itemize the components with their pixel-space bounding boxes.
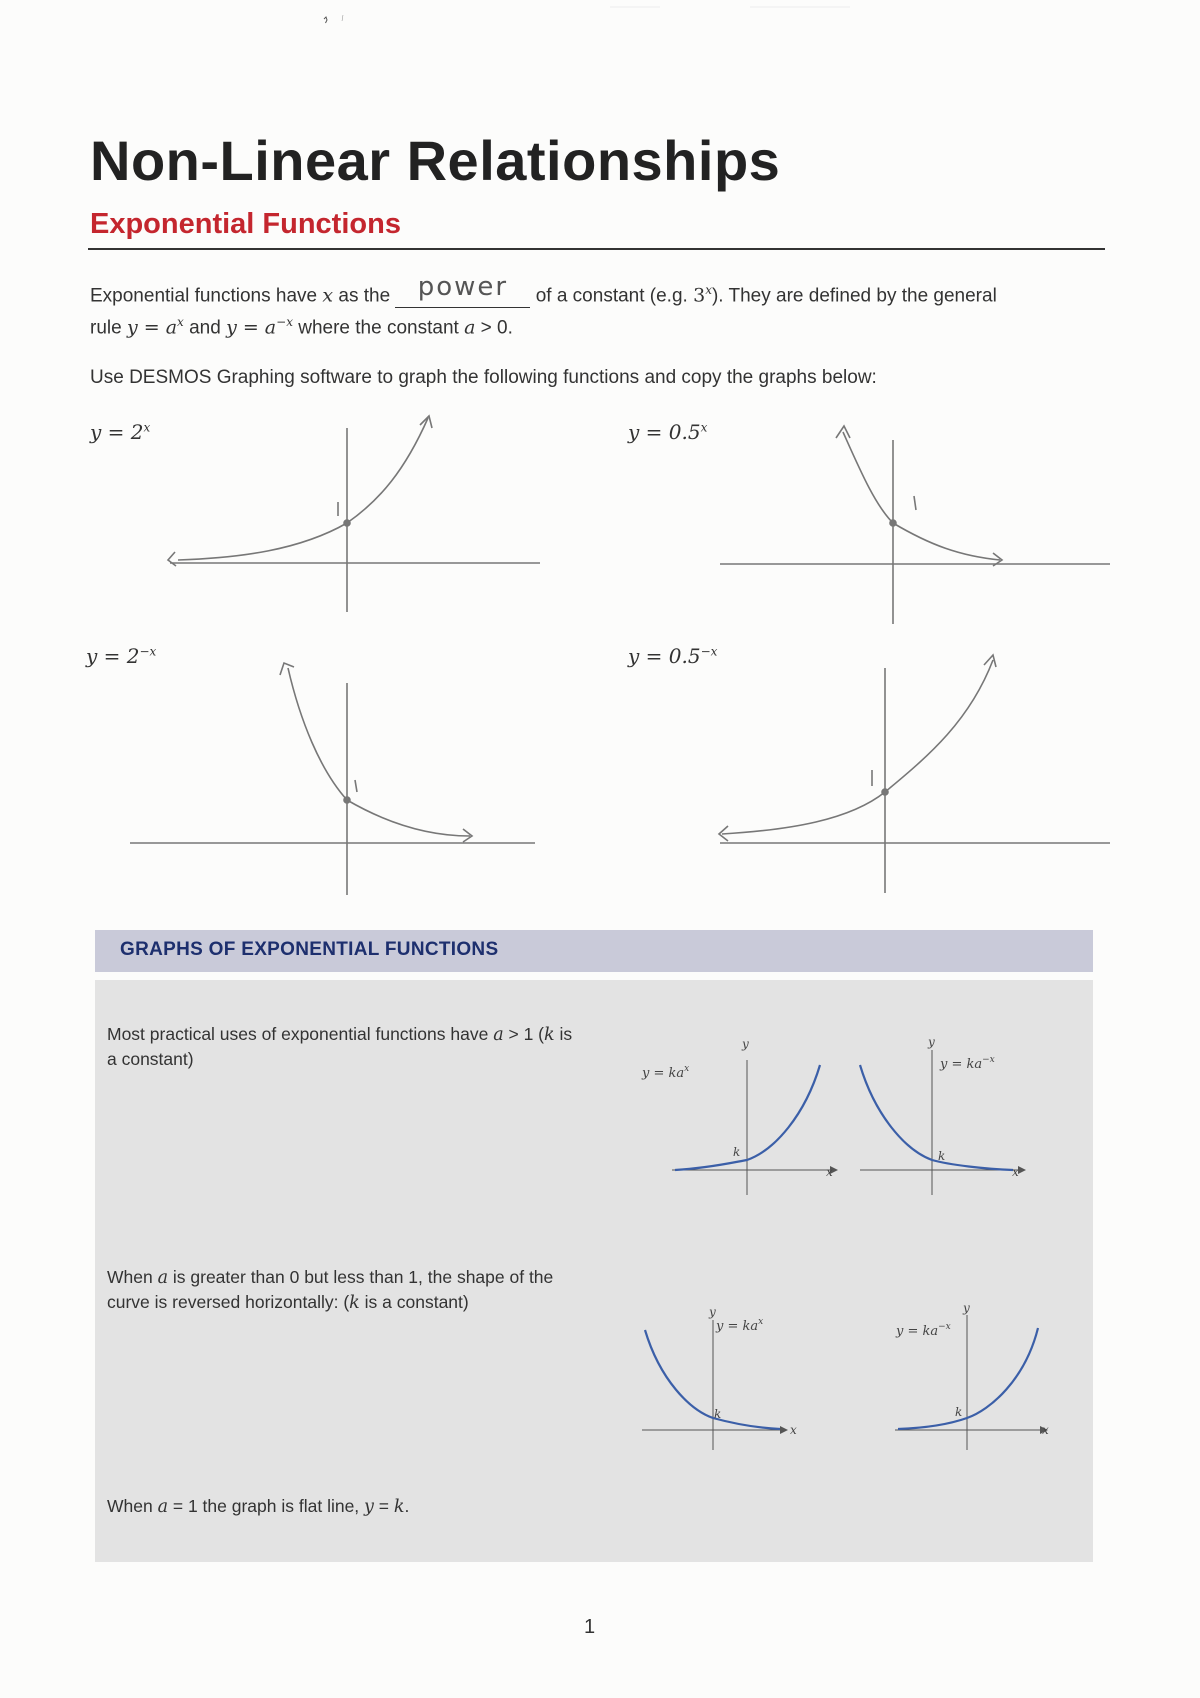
sketch-label-exp: x [700, 420, 708, 435]
intro-text: where the constant [292, 317, 465, 339]
intro-text: Exponential functions have [90, 285, 323, 307]
info-var-a: a [493, 1025, 504, 1045]
axis-label-x: x [1012, 1165, 1019, 1179]
axis-label-y: y [742, 1037, 749, 1051]
graph-ka-neg-x-decay [860, 1035, 1026, 1195]
graph-label: $y = ka^x$ [642, 1064, 690, 1081]
info-text: When [107, 1267, 158, 1287]
sketch-label-exp: x [143, 420, 151, 435]
graph-ka-x-growth [641, 1037, 838, 1195]
info-text: = 1 the graph is flat line, [168, 1496, 365, 1516]
axis-label-x: x [826, 1165, 833, 1179]
rule-decay: y = a [226, 316, 277, 339]
intro-text: > 0. [475, 317, 513, 339]
rule-decay-exponent: −x [276, 315, 293, 329]
info-text: = [373, 1496, 394, 1516]
page-title: Non-Linear Relationships [90, 129, 781, 192]
page-number: 1 [584, 1616, 596, 1638]
info-var-y: y [364, 1497, 374, 1517]
intro-text: ). They are defined by the general [711, 285, 997, 307]
sketch-label-base: y = 2 [86, 644, 140, 668]
rule-growth: y = a [126, 316, 178, 339]
intro-text: and [183, 317, 227, 339]
graph-label: $y = ka^{-x}$ [896, 1322, 951, 1339]
axis-label-y: y [963, 1301, 970, 1315]
page-subtitle: Exponential Functions [90, 208, 401, 240]
sketch-label-base: y = 0.5 [628, 420, 701, 444]
sketch-label-base: y = 2 [90, 420, 144, 444]
graph-label: $y = ka^x$ [716, 1317, 764, 1334]
info-text: Most practical uses of exponential functions have [107, 1024, 494, 1044]
info-text: is [554, 1024, 573, 1044]
info-var-k: k [349, 1293, 360, 1313]
axis-label-y: y [709, 1305, 716, 1319]
sketch-label-base: y = 0.5 [628, 644, 701, 668]
intercept-label-k: k [733, 1145, 741, 1159]
graph-label: $y = ka^{-x}$ [940, 1055, 995, 1072]
handwritten-answer: power [417, 272, 509, 303]
intercept-label-k: k [938, 1149, 946, 1163]
constant-a: a [464, 316, 476, 339]
intercept-label-k: k [714, 1407, 722, 1421]
axis-label-y: y [928, 1035, 935, 1049]
info-text: is greater than 0 but less than 1, the shape of the [168, 1267, 554, 1287]
rule-growth-exponent: x [177, 315, 184, 329]
sketch-label-exp: −x [139, 644, 157, 659]
info-text: is a constant) [359, 1292, 469, 1312]
axis-label-x: x [1042, 1423, 1049, 1437]
info-var-a: a [157, 1268, 169, 1288]
info-text: When [107, 1496, 158, 1516]
example-exponent: x [705, 283, 712, 297]
example-base: 3 [693, 284, 706, 307]
axis-label-x: x [790, 1423, 797, 1437]
intro-var-x: x [322, 284, 334, 307]
graph-ka-neg-x-reversed [895, 1301, 1049, 1450]
graph-ka-x-reversed [642, 1305, 797, 1450]
info-text: . [404, 1496, 410, 1516]
info-text: > 1 ( [503, 1024, 545, 1044]
intro-text: rule [90, 317, 127, 339]
info-var-k: k [544, 1025, 555, 1045]
sketch-label-exp: −x [700, 644, 718, 659]
info-text: a constant) [107, 1049, 194, 1069]
info-text: curve is reversed horizontally: ( [107, 1292, 350, 1312]
intro-text: of a constant (e.g. [530, 285, 694, 307]
instruction-text: Use DESMOS Graphing software to graph the following functions and copy the graphs below: [90, 367, 877, 388]
intercept-label-k: k [955, 1405, 963, 1419]
info-var-k: k [393, 1497, 405, 1517]
info-var-a: a [157, 1497, 169, 1517]
intro-text: as the [333, 285, 396, 307]
info-box-heading: GRAPHS OF EXPONENTIAL FUNCTIONS [120, 939, 499, 960]
